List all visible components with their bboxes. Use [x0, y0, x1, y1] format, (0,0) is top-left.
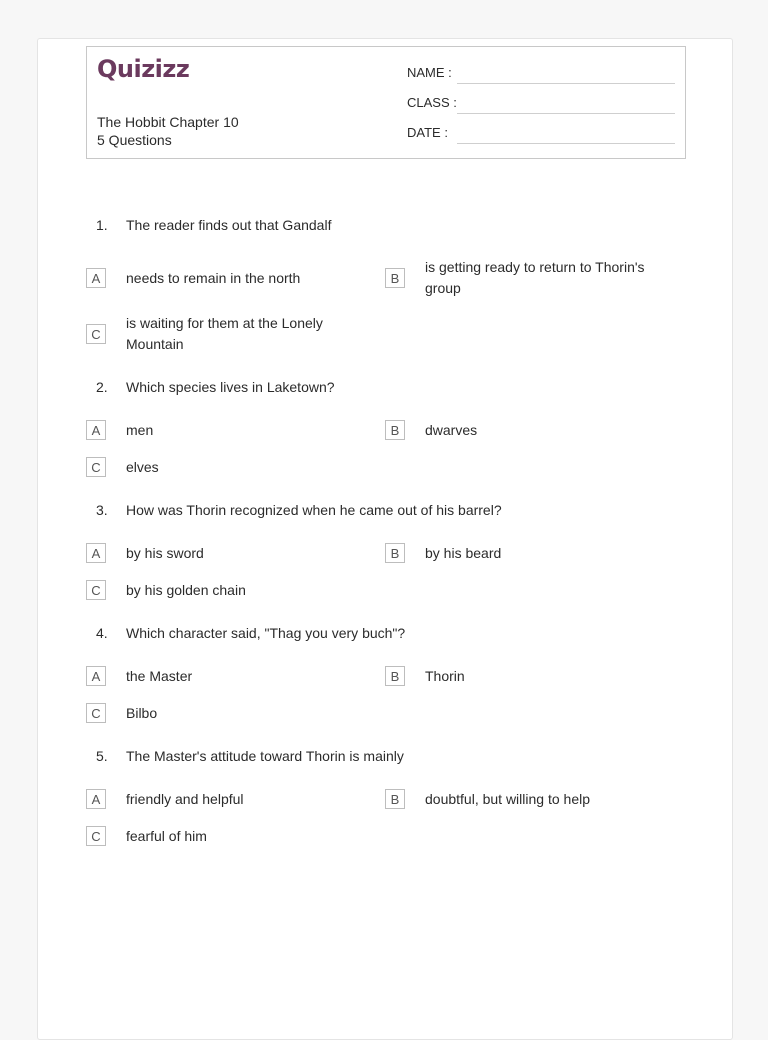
- option-text: Thorin: [425, 668, 465, 684]
- question-text: The reader finds out that Gandalf: [126, 217, 332, 233]
- option-box-a: A: [86, 789, 106, 809]
- question-number: 2.: [96, 379, 108, 395]
- option-text: by his beard: [425, 545, 502, 561]
- option-box-c: C: [86, 703, 106, 723]
- question-number: 4.: [96, 625, 108, 641]
- quizizz-logo: Quizizz: [97, 55, 190, 83]
- option-box-a: A: [86, 420, 106, 440]
- name-label: NAME :: [407, 65, 452, 80]
- date-line: [457, 143, 675, 144]
- option-text: needs to remain in the north: [126, 270, 301, 286]
- option-text: is waiting for them at the Lonely Mountain: [126, 315, 323, 352]
- option-box-b: B: [385, 666, 405, 686]
- question-text: How was Thorin recognized when he came out of his barrel?: [126, 502, 502, 518]
- option-box-b: B: [385, 268, 405, 288]
- option-box-c: C: [86, 826, 106, 846]
- option-text: friendly and helpful: [126, 791, 244, 807]
- question-count: 5 Questions: [97, 132, 172, 148]
- worksheet-header: [86, 46, 686, 159]
- option-box-c: C: [86, 324, 106, 344]
- class-label: CLASS :: [407, 95, 457, 110]
- question-text: Which species lives in Laketown?: [126, 379, 335, 395]
- option-box-a: A: [86, 543, 106, 563]
- option-text: dwarves: [425, 422, 478, 438]
- option-text: is getting ready to return to Thorin's group: [425, 259, 645, 296]
- option-box-c: C: [86, 457, 106, 477]
- option-box-a: A: [86, 268, 106, 288]
- option-box-b: B: [385, 543, 405, 563]
- option-box-a: A: [86, 666, 106, 686]
- option-box-b: B: [385, 789, 405, 809]
- option-text: elves: [126, 459, 159, 475]
- question-number: 1.: [96, 217, 108, 233]
- option-text: the Master: [126, 668, 193, 684]
- option-text: doubtful, but willing to help: [425, 791, 590, 807]
- option-box-b: B: [385, 420, 405, 440]
- option-box-c: C: [86, 580, 106, 600]
- question-text: The Master's attitude toward Thorin is mainly: [126, 748, 404, 764]
- class-line: [457, 113, 675, 114]
- option-text: Bilbo: [126, 705, 158, 721]
- question-number: 3.: [96, 502, 108, 518]
- option-text: fearful of him: [126, 828, 207, 844]
- date-label: DATE :: [407, 125, 448, 140]
- option-text: by his golden chain: [126, 582, 246, 598]
- worksheet-page: [37, 38, 733, 1040]
- name-line: [457, 83, 675, 84]
- question-number: 5.: [96, 748, 108, 764]
- option-text: men: [126, 422, 154, 438]
- question-text: Which character said, "Thag you very buch"?: [126, 625, 406, 641]
- worksheet-title: The Hobbit Chapter 10: [97, 114, 239, 130]
- option-text: by his sword: [126, 545, 204, 561]
